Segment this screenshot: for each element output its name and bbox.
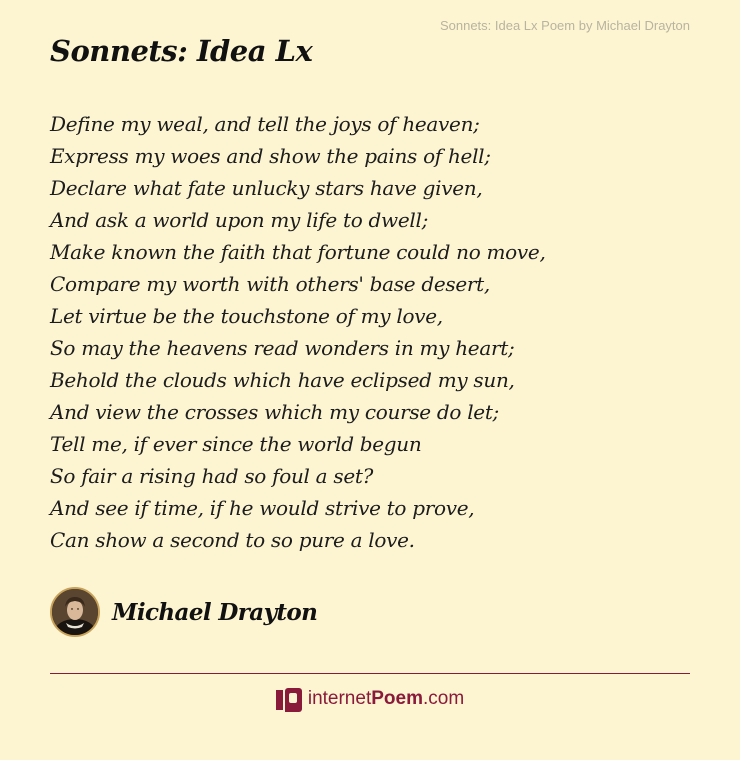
- poem-line: Declare what fate unlucky stars have given,: [50, 176, 483, 200]
- author-block[interactable]: [50, 587, 317, 637]
- brand-internet[interactable]: internet: [307, 688, 372, 709]
- header-caption: Sonnets: Idea Lx Poem by Michael Drayton: [439, 18, 690, 33]
- internetpoem-logo-icon: [276, 686, 302, 712]
- poem-line: So fair a rising had so foul a set?: [50, 464, 374, 488]
- author-avatar[interactable]: [50, 587, 100, 637]
- poem-line: So may the heavens read wonders in my heart;: [50, 336, 515, 360]
- footer-divider: [50, 673, 690, 674]
- poem-line: Can show a second to so pure a love.: [50, 528, 415, 552]
- poem-line: Tell me, if ever since the world begun: [50, 432, 422, 456]
- poem-line: Compare my worth with others' base desert,: [50, 272, 490, 296]
- poem-line: Define my weal, and tell the joys of heaven;: [50, 112, 480, 136]
- author-name[interactable]: Michael Drayton: [112, 598, 318, 626]
- poem-line: And see if time, if he would strive to prove,: [50, 496, 475, 520]
- brand-domain[interactable]: .com: [422, 688, 465, 709]
- poem-line: Express my woes and show the pains of hell;: [50, 144, 491, 168]
- poem-line: And view the crosses which my course do let;: [50, 400, 499, 424]
- poem-title: Sonnets: Idea Lx: [50, 34, 313, 68]
- poem-line: Make known the faith that fortune could no move,: [50, 240, 546, 264]
- poem-line: Behold the clouds which have eclipsed my sun,: [50, 368, 515, 392]
- brand-poem[interactable]: Poem: [371, 688, 423, 709]
- site-footer[interactable]: [0, 686, 740, 712]
- poem-body: [50, 108, 546, 556]
- poem-line: Let virtue be the touchstone of my love,: [50, 304, 443, 328]
- poem-line: And ask a world upon my life to dwell;: [50, 208, 429, 232]
